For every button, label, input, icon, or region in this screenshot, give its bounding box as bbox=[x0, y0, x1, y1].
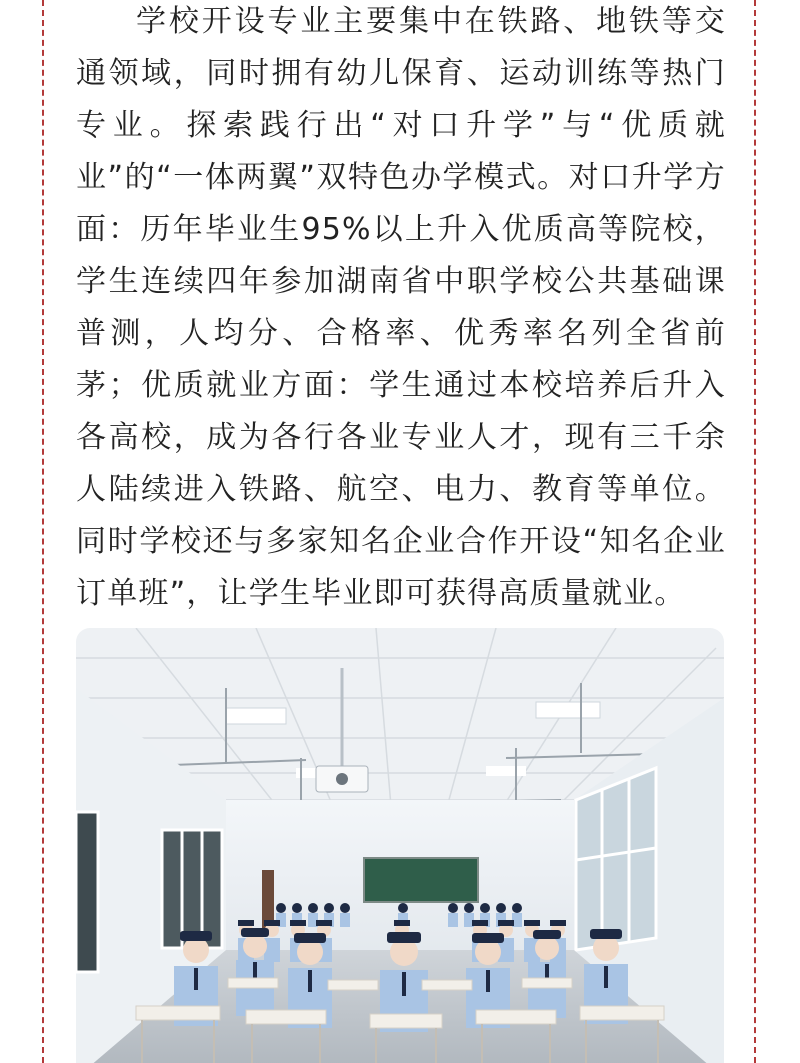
dashed-frame-right bbox=[754, 0, 756, 1063]
classroom-photo bbox=[76, 628, 724, 1063]
dashed-frame-left bbox=[42, 0, 44, 1063]
article-paragraph: 学校开设专业主要集中在铁路、地铁等交通领域，同时拥有幼儿保育、运动训练等热门专业。探索践行出“对口升学”与“优质就业”的“一体两翼”双特色办学模式。对口升学方面：历年毕业生95%以上升入优质高等院校，学生连续四年参加湖南省中职学校公共基础课普测，人均分、合格率、优秀率名列全省前茅；优质就业方面：学生通过本校培养后升入各高校，成为各行各业专业人才，现有三千余人陆续进入铁路、航空、电力、教育等单位。同时学校还与多家知名企业合作开设“知名企业订单班”，让学生毕业即可获得高质量就业。 bbox=[76, 4, 726, 611]
classroom-illustration bbox=[76, 628, 724, 1063]
article-body bbox=[76, 0, 726, 620]
blackboard bbox=[364, 858, 478, 902]
